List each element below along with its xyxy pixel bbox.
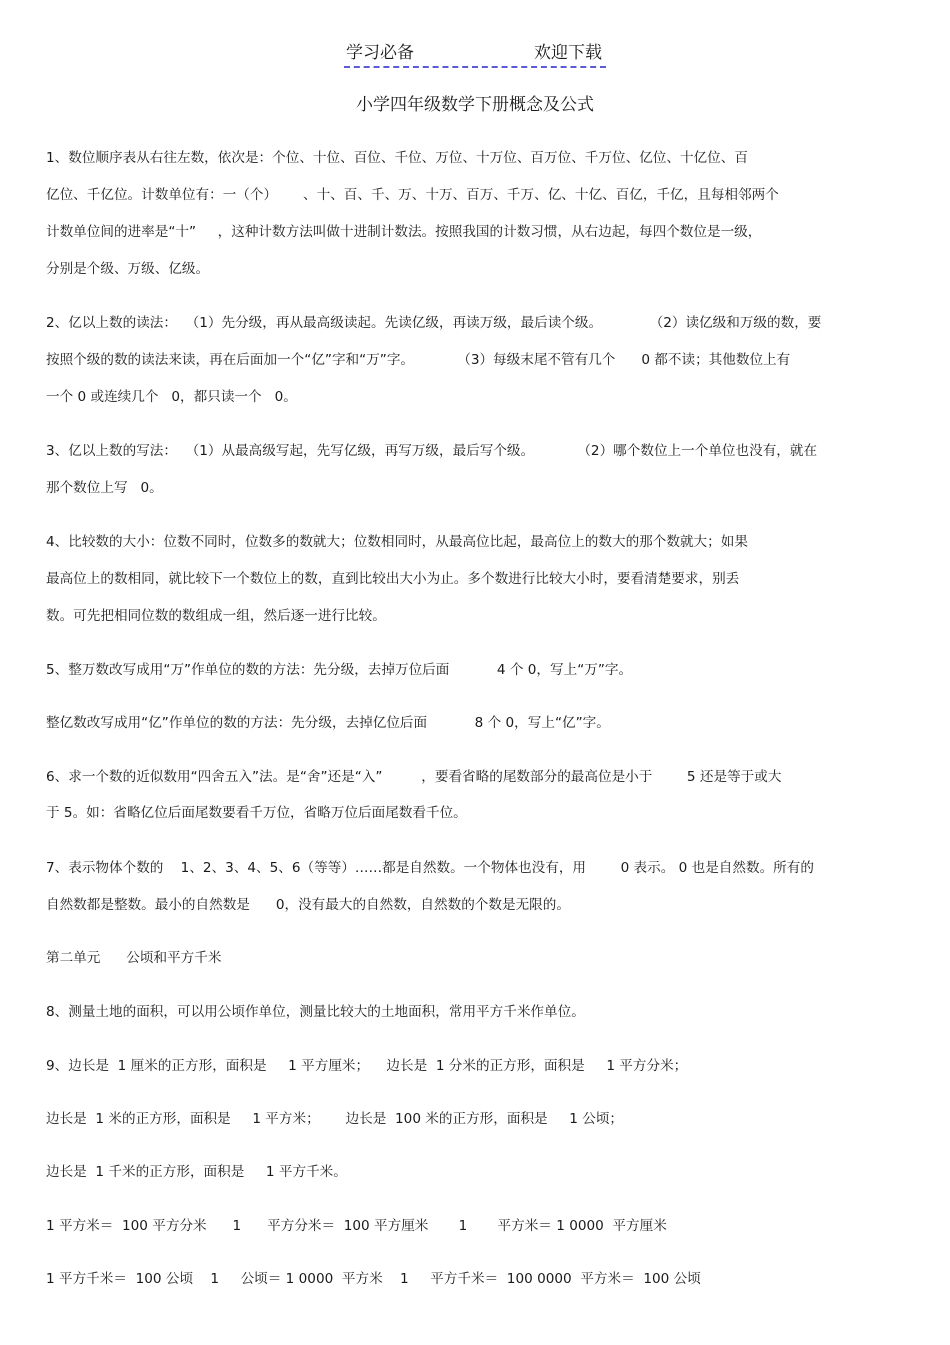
document-title: 小学四年级数学下册概念及公式 (356, 95, 594, 115)
text-line: 于 5。如：省略亿位后面尾数要看千万位，省略万位后面尾数看千位。 (46, 805, 467, 821)
text-line: 数。可先把相同位数的数组成一组，然后逐一进行比较。 (46, 608, 386, 624)
text-line: 边长是 1 千米的正方形，面积是 1 平方千米。 (46, 1164, 347, 1180)
text-line: 自然数都是整数。最小的自然数是 0，没有最大的自然数，自然数的个数是无限的。 (46, 897, 570, 913)
text-line: 3、亿以上数的写法： （1）从最高级写起，先写亿级，再写万级，最后写个级。 （2）哪个数位上一个单位也没有，就在 (46, 443, 818, 459)
section-heading: 第二单元 公顷和平方千米 (46, 950, 222, 966)
page-header (344, 40, 606, 68)
formula-line: 1 平方米＝ 100 平方分米 1 平方分米＝ 100 平方厘米 1 平方米＝ 1 0000 平方厘米 (46, 1218, 667, 1234)
text-line: 最高位上的数相同，就比较下一个数位上的数，直到比较出大小为止。多个数进行比较大小时，要看清楚要求，别丢 (46, 571, 740, 587)
text-line: 2、亿以上数的读法： （1）先分级，再从最高级读起。先读亿级，再读万级，最后读个级。 （2）读亿级和万级的数，要 (46, 315, 822, 331)
text-line: 分别是个级、万级、亿级。 (46, 261, 210, 277)
text-line: 边长是 1 米的正方形，面积是 1 平方米； 边长是 100 米的正方形，面积是 1 公顷； (46, 1111, 624, 1127)
text-line: 9、边长是 1 厘米的正方形，面积是 1 平方厘米； 边长是 1 分米的正方形，面积是 1 平方分米； (46, 1058, 688, 1074)
text-line: 7、表示物体个数的 1、2、3、4、5、6（等等）……都是自然数。一个物体也没有，用 0 表示。 0 也是自然数。所有的 (46, 860, 814, 876)
text-line: 亿位、千亿位。计数单位有：一（个） 、十、百、千、万、十万、百万、千万、亿、十亿、百亿，千亿，且每相邻两个 (46, 187, 779, 203)
header-left-text: 学习必备 (346, 43, 414, 63)
text-line: 6、求一个数的近似数用“四舍五入”法。是“舍”还是“入” ，要看省略的尾数部分的最高位是小于 5 还是等于或大 (46, 769, 782, 785)
header-right-text: 欢迎下载 (534, 43, 602, 63)
text-line: 4、比较数的大小：位数不同时，位数多的数就大；位数相同时，从最高位比起，最高位上的数大的那个数就大；如果 (46, 534, 748, 550)
text-line: 5、整万数改写成用“万”作单位的数的方法：先分级，去掉万位后面 4 个 0，写上“万”字。 (46, 662, 633, 678)
text-line: 一个 0 或连续几个 0，都只读一个 0。 (46, 389, 297, 405)
text-line: 1、数位顺序表从右往左数，依次是：个位、十位、百位、千位、万位、十万位、百万位、千万位、亿位、十亿位、百 (46, 150, 748, 166)
text-line: 按照个级的数的读法来读，再在后面加一个“亿”字和“万”字。 （3）每级末尾不管有几个 0 都不读；其他数位上有 (46, 352, 791, 368)
formula-line: 1 平方千米＝ 100 公顷 1 公顷＝ 1 0000 平方米 1 平方千米＝ 100 0000 平方米＝ 100 公顷 (46, 1271, 701, 1287)
text-line: 整亿数改写成用“亿”作单位的数的方法：先分级，去掉亿位后面 8 个 0，写上“亿”字。 (46, 715, 610, 731)
text-line: 那个数位上写 0。 (46, 480, 163, 496)
text-line: 8、测量土地的面积，可以用公顷作单位，测量比较大的土地面积，常用平方千米作单位。 (46, 1004, 585, 1020)
text-line: 计数单位间的进率是“十” ，这种计数方法叫做十进制计数法。按照我国的计数习惯，从右边起，每四个数位是一级， (46, 224, 762, 240)
